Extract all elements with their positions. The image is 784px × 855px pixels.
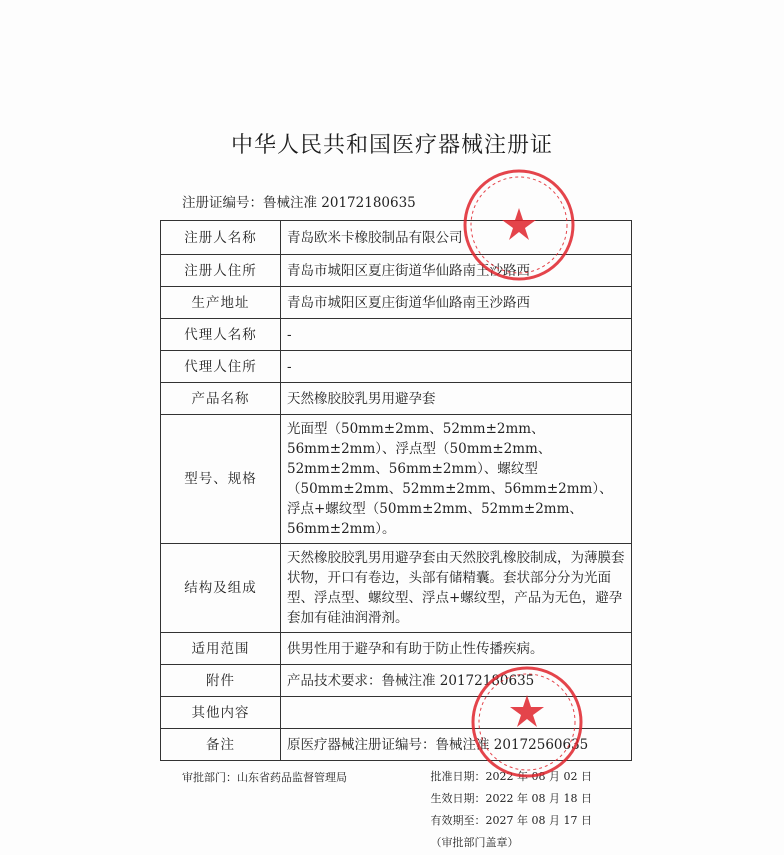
row-label: 注册人名称	[161, 221, 281, 255]
row-value	[281, 697, 632, 729]
page-title: 中华人民共和国医疗器械注册证	[230, 133, 553, 158]
table-row	[161, 287, 632, 319]
row-label: 其他内容	[161, 697, 281, 729]
table-row	[161, 221, 632, 255]
certificate-body	[160, 193, 632, 855]
row-label: 结构及组成	[161, 544, 281, 633]
row-value: 天然橡胶胶乳男用避孕套	[281, 383, 632, 415]
row-value: -	[281, 351, 632, 383]
registration-number	[182, 193, 632, 220]
row-value: 光面型（50mm±2mm、52mm±2mm、56mm±2mm）、浮点型（50mm±2mm、52mm±2mm、56mm±2mm）、螺纹型（50mm±2mm、52mm±2mm、56mm±2mm）、浮点+螺纹型（50mm±2mm、52mm±2mm、56mm±2mm）。	[281, 415, 632, 544]
row-label: 注册人住所	[161, 255, 281, 287]
table-row	[161, 255, 632, 287]
reg-no-label: 注册证编号：	[182, 195, 263, 211]
row-value: 青岛市城阳区夏庄街道华仙路南王沙路西	[281, 255, 632, 287]
row-label: 适用范围	[161, 633, 281, 665]
effective-date: 生效日期：2022 年 08 月 18 日	[430, 792, 592, 805]
table-row	[161, 351, 632, 383]
seal-note: （审批部门盖章）	[430, 836, 519, 849]
table-row	[161, 319, 632, 351]
row-label: 附件	[161, 665, 281, 697]
approval-date: 批准日期：2022 年 08 月 02 日	[430, 770, 592, 783]
table-row	[161, 729, 632, 761]
row-value: 青岛市城阳区夏庄街道华仙路南王沙路西	[281, 287, 632, 319]
row-label: 生产地址	[161, 287, 281, 319]
row-value: 天然橡胶胶乳男用避孕套由天然胶乳橡胶制成，为薄膜套状物，开口有卷边，头部有储精囊。套状部分分为光面型、浮点型、螺纹型、浮点+螺纹型，产品为无色，避孕套加有硅油润滑剂。	[281, 544, 632, 633]
row-value: 青岛欧米卡橡胶制品有限公司	[281, 221, 632, 255]
table-row	[161, 633, 632, 665]
row-label: 备注	[161, 729, 281, 761]
dates-block	[431, 769, 592, 855]
row-label: 型号、规格	[161, 415, 281, 544]
valid-until: 有效期至：2027 年 08 月 17 日	[430, 814, 592, 827]
row-value: 供男性用于避孕和有助于防止性传播疾病。	[281, 633, 632, 665]
table-row	[161, 665, 632, 697]
table-row	[161, 383, 632, 415]
reg-no-value: 鲁械注准 20172180635	[263, 195, 416, 211]
table-row	[161, 415, 632, 544]
table-row	[161, 697, 632, 729]
row-label: 产品名称	[161, 383, 281, 415]
row-value: 原医疗器械注册证编号：鲁械注准 20172560635	[281, 729, 632, 761]
certificate-table	[160, 220, 632, 761]
row-label: 代理人名称	[161, 319, 281, 351]
approval-department: 审批部门：山东省药品监督管理局	[182, 771, 347, 784]
row-label: 代理人住所	[161, 351, 281, 383]
certificate-footer	[160, 769, 632, 855]
row-value: -	[281, 319, 632, 351]
row-value: 产品技术要求：鲁械注准 20172180635	[281, 665, 632, 697]
table-row	[161, 544, 632, 633]
